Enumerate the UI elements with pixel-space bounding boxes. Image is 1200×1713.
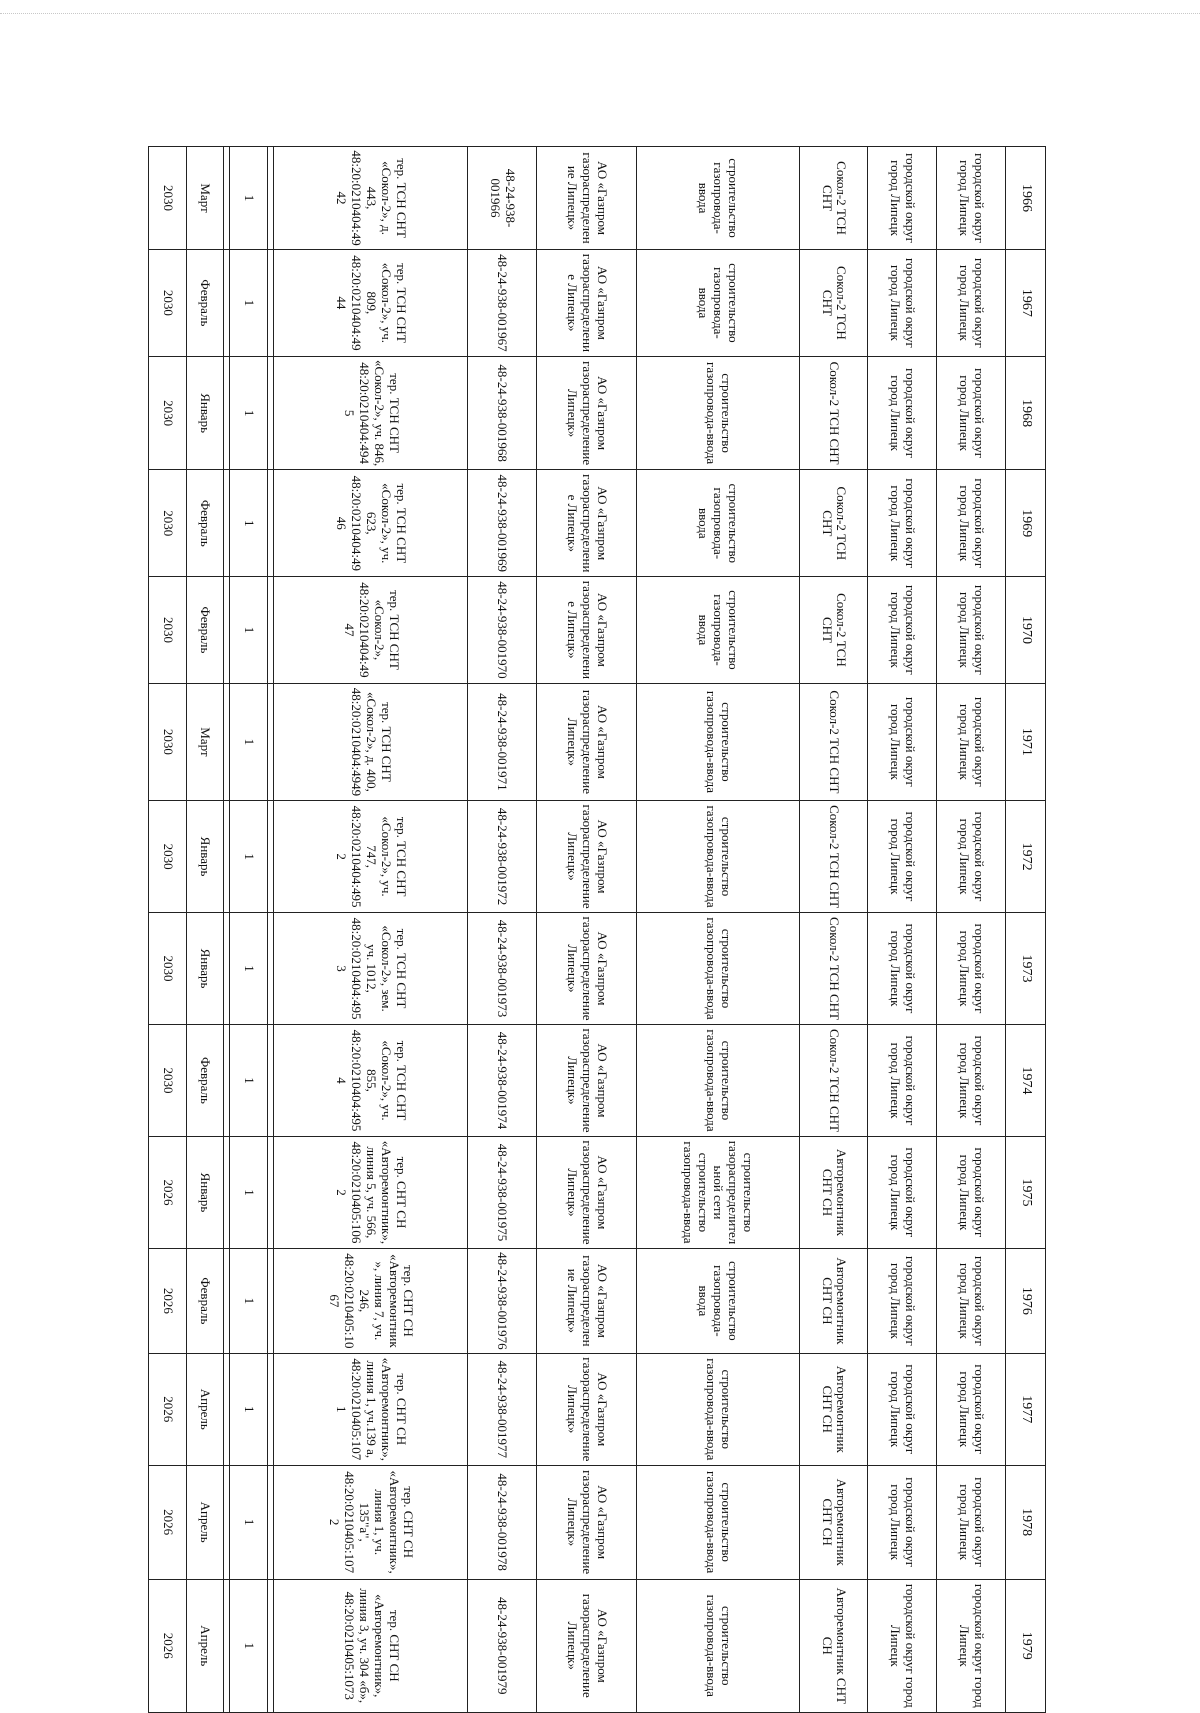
- empty-cell: [267, 577, 273, 684]
- work-type-cell: строительство газопровода-ввода: [637, 1579, 800, 1712]
- empty-cell: [267, 683, 273, 800]
- month-cell: Апрель: [186, 1353, 224, 1465]
- district-cell: городской округ город Липецк: [937, 356, 1006, 470]
- year-cell: 2030: [149, 913, 187, 1025]
- row-number: 1968: [1006, 356, 1046, 470]
- code-cell: 48-24-938-001974: [468, 1025, 537, 1137]
- organization-cell: АО «Газпром газораспределение Липецк»: [536, 801, 636, 913]
- snt-cell: Сокол-2 ТСН СНТ: [799, 147, 868, 250]
- count-cell: 1: [230, 250, 268, 357]
- district-cell: городской округ город Липецк: [937, 913, 1006, 1025]
- settlement-cell: городской округ город Липецк: [868, 1353, 937, 1465]
- year-cell: 2030: [149, 577, 187, 684]
- col-address: [274, 147, 468, 1713]
- address-cell: тер. ТСН СНТ «Сокол-2», д. 443, 48:20:0210404:4942: [274, 147, 468, 250]
- empty-cell: [267, 913, 273, 1025]
- code-cell: 48-24-938-001973: [468, 913, 537, 1025]
- organization-cell: АО «Газпром газораспределение Липецк»: [536, 1579, 636, 1712]
- district-cell: городской округ город Липецк: [937, 1248, 1006, 1353]
- work-type-cell: строительство газопровода-ввода: [637, 801, 800, 913]
- organization-cell: АО «Газпром газораспределение Липецк»: [536, 1025, 636, 1137]
- gasification-schedule-table: [148, 146, 1046, 1713]
- year-cell: 2026: [149, 1465, 187, 1579]
- work-type-cell: строительство газопровода-ввода: [637, 1353, 800, 1465]
- organization-cell: АО «Газпром газораспределение Липецк»: [536, 147, 636, 250]
- empty-cell: [267, 1579, 273, 1712]
- col-year: [149, 147, 187, 1713]
- count-cell: 1: [230, 1465, 268, 1579]
- address-cell: тер. ТСН СНТ «Сокол-2», 48:20:0210404:4947: [274, 577, 468, 684]
- organization-cell: АО «Газпром газораспределение Липецк»: [536, 1465, 636, 1579]
- settlement-cell: городской округ город Липецк: [868, 1579, 937, 1712]
- col-month: [186, 147, 224, 1713]
- work-type-cell: строительство газопровода-ввода: [637, 356, 800, 470]
- address-cell: тер. СНТ СН «Авторемонтник», линия 1, уч. 135"а", 48:20:0210405:1072: [274, 1465, 468, 1579]
- row-number: 1975: [1006, 1136, 1046, 1248]
- settlement-cell: городской округ город Липецк: [868, 913, 937, 1025]
- snt-cell: Авторемонтник СНТ СН: [799, 1579, 868, 1712]
- col-snt: [799, 147, 868, 1713]
- empty-cell: [224, 1025, 230, 1137]
- snt-cell: Сокол-2 ТСН СНТ: [799, 1025, 868, 1137]
- district-cell: городской округ город Липецк: [937, 1136, 1006, 1248]
- address-cell: тер. СНТ СН «Авторемонтник», линия 7, уч. 246, 48:20:0210405:1067: [274, 1248, 468, 1353]
- organization-cell: АО «Газпром газораспределение Липецк»: [536, 1353, 636, 1465]
- address-cell: тер. ТСН СНТ «Сокол-2», зем. уч. 1012, 48:20:0210404:4953: [274, 913, 468, 1025]
- address-cell: тер. СНТ СН «Авторемонтник», линия 5, уч. 566, 48:20:0210405:1062: [274, 1136, 468, 1248]
- address-cell: тер. СНТ СН «Авторемонтник», линия 1, уч.139 а, 48:20:0210405:1071: [274, 1353, 468, 1465]
- address-cell: тер. ТСН СНТ «Сокол-2», уч. 846, 48:20:0210404:4945: [274, 356, 468, 470]
- address-cell: тер. ТСН СНТ «Сокол-2», уч. 623, 48:20:0210404:4946: [274, 470, 468, 577]
- district-cell: городской округ город Липецк: [937, 250, 1006, 357]
- empty-cell: [267, 1353, 273, 1465]
- empty-cell: [224, 683, 230, 800]
- snt-cell: Сокол-2 ТСН СНТ: [799, 913, 868, 1025]
- settlement-cell: городской округ город Липецк: [868, 470, 937, 577]
- organization-cell: АО «Газпром газораспределение Липецк»: [536, 913, 636, 1025]
- address-cell: тер. ТСН СНТ «Сокол-2», уч. 747, 48:20:0210404:4952: [274, 801, 468, 913]
- empty-cell: [267, 1465, 273, 1579]
- empty-cell: [224, 1465, 230, 1579]
- organization-cell: АО «Газпром газораспределение Липецк»: [536, 250, 636, 357]
- year-cell: 2030: [149, 356, 187, 470]
- year-cell: 2030: [149, 801, 187, 913]
- settlement-cell: городской округ город Липецк: [868, 1025, 937, 1137]
- work-type-cell: строительство газораспределительной сети строительство газопровода-ввода: [637, 1136, 800, 1248]
- district-cell: городской округ город Липецк: [937, 1579, 1006, 1712]
- work-type-cell: строительство газопровода-ввода: [637, 1248, 800, 1353]
- work-type-cell: строительство газопровода-ввода: [637, 913, 800, 1025]
- code-cell: 48-24-938-001971: [468, 683, 537, 800]
- work-type-cell: строительство газопровода-ввода: [637, 577, 800, 684]
- row-number: 1978: [1006, 1465, 1046, 1579]
- empty-cell: [224, 801, 230, 913]
- row-number: 1967: [1006, 250, 1046, 357]
- empty-cell: [224, 1579, 230, 1712]
- year-cell: 2026: [149, 1579, 187, 1712]
- settlement-cell: городской округ город Липецк: [868, 147, 937, 250]
- snt-cell: Сокол-2 ТСН СНТ: [799, 250, 868, 357]
- organization-cell: АО «Газпром газораспределение Липецк»: [536, 1136, 636, 1248]
- col-no: [1006, 147, 1046, 1713]
- empty-cell: [267, 1136, 273, 1248]
- row-number: 1966: [1006, 147, 1046, 250]
- count-cell: 1: [230, 1136, 268, 1248]
- scan-top-rule: [0, 13, 1200, 14]
- col-count: [230, 147, 268, 1713]
- snt-cell: Сокол-2 ТСН СНТ: [799, 577, 868, 684]
- count-cell: 1: [230, 356, 268, 470]
- empty-cell: [267, 1248, 273, 1353]
- count-cell: 1: [230, 913, 268, 1025]
- district-cell: городской округ город Липецк: [937, 1465, 1006, 1579]
- work-type-cell: строительство газопровода-ввода: [637, 1025, 800, 1137]
- settlement-cell: городской округ город Липецк: [868, 577, 937, 684]
- district-cell: городской округ город Липецк: [937, 683, 1006, 800]
- col-org: [536, 147, 636, 1713]
- snt-cell: Авторемонтник СНТ СН: [799, 1465, 868, 1579]
- count-cell: 1: [230, 801, 268, 913]
- empty-cell: [224, 1248, 230, 1353]
- code-cell: 48-24-938-001969: [468, 470, 537, 577]
- rotated-table-frame: [148, 146, 1046, 1713]
- organization-cell: АО «Газпром газораспределение Липецк»: [536, 683, 636, 800]
- col-code: [468, 147, 537, 1713]
- district-cell: городской округ город Липецк: [937, 1353, 1006, 1465]
- address-cell: тер. ТСН СНТ «Сокол-2», д. 400, 48:20:0210404:4949: [274, 683, 468, 800]
- row-number: 1973: [1006, 913, 1046, 1025]
- code-cell: 48-24-938-001968: [468, 356, 537, 470]
- settlement-cell: городской округ город Липецк: [868, 1465, 937, 1579]
- month-cell: Февраль: [186, 577, 224, 684]
- col-district: [937, 147, 1006, 1713]
- month-cell: Март: [186, 147, 224, 250]
- organization-cell: АО «Газпром газораспределение Липецк»: [536, 356, 636, 470]
- code-cell: 48-24-938-001970: [468, 577, 537, 684]
- row-number: 1979: [1006, 1579, 1046, 1712]
- col-settlement: [868, 147, 937, 1713]
- month-cell: Январь: [186, 1136, 224, 1248]
- empty-cell: [267, 801, 273, 913]
- address-cell: тер. ТСН СНТ «Сокол-2», уч. 855, 48:20:0210404:4954: [274, 1025, 468, 1137]
- month-cell: Февраль: [186, 250, 224, 357]
- snt-cell: Сокол-2 ТСН СНТ: [799, 683, 868, 800]
- col-empty-2: [224, 147, 230, 1713]
- work-type-cell: строительство газопровода-ввода: [637, 470, 800, 577]
- row-number: 1970: [1006, 577, 1046, 684]
- empty-cell: [267, 470, 273, 577]
- month-cell: Февраль: [186, 470, 224, 577]
- year-cell: 2030: [149, 147, 187, 250]
- work-type-cell: строительство газопровода-ввода: [637, 1465, 800, 1579]
- empty-cell: [224, 577, 230, 684]
- snt-cell: Авторемонтник СНТ СН: [799, 1353, 868, 1465]
- snt-cell: Сокол-2 ТСН СНТ: [799, 801, 868, 913]
- code-cell: 48-24-938-001977: [468, 1353, 537, 1465]
- empty-cell: [224, 1353, 230, 1465]
- snt-cell: Авторемонтник СНТ СН: [799, 1136, 868, 1248]
- year-cell: 2030: [149, 470, 187, 577]
- empty-cell: [224, 1136, 230, 1248]
- settlement-cell: городской округ город Липецк: [868, 250, 937, 357]
- count-cell: 1: [230, 147, 268, 250]
- table-body: [149, 147, 1046, 1713]
- year-cell: 2026: [149, 1248, 187, 1353]
- row-number: 1969: [1006, 470, 1046, 577]
- code-cell: 48-24-938-001966: [468, 147, 537, 250]
- address-cell: тер. СНТ СН «Авторемонтник», линия 3, уч. 304 «б», 48:20:0210405:1073: [274, 1579, 468, 1712]
- month-cell: Январь: [186, 913, 224, 1025]
- snt-cell: Сокол-2 ТСН СНТ: [799, 356, 868, 470]
- work-type-cell: строительство газопровода-ввода: [637, 683, 800, 800]
- col-work: [637, 147, 800, 1713]
- work-type-cell: строительство газопровода-ввода: [637, 250, 800, 357]
- month-cell: Март: [186, 683, 224, 800]
- organization-cell: АО «Газпром газораспределение Липецк»: [536, 577, 636, 684]
- code-cell: 48-24-938-001967: [468, 250, 537, 357]
- district-cell: городской округ город Липецк: [937, 147, 1006, 250]
- code-cell: 48-24-938-001979: [468, 1579, 537, 1712]
- settlement-cell: городской округ город Липецк: [868, 356, 937, 470]
- count-cell: 1: [230, 1353, 268, 1465]
- district-cell: городской округ город Липецк: [937, 801, 1006, 913]
- empty-cell: [224, 356, 230, 470]
- year-cell: 2030: [149, 1025, 187, 1137]
- year-cell: 2026: [149, 1353, 187, 1465]
- snt-cell: Авторемонтник СНТ СН: [799, 1248, 868, 1353]
- empty-cell: [224, 250, 230, 357]
- count-cell: 1: [230, 577, 268, 684]
- work-type-cell: строительство газопровода-ввода: [637, 147, 800, 250]
- row-number: 1976: [1006, 1248, 1046, 1353]
- settlement-cell: городской округ город Липецк: [868, 801, 937, 913]
- district-cell: городской округ город Липецк: [937, 1025, 1006, 1137]
- count-cell: 1: [230, 1579, 268, 1712]
- month-cell: Апрель: [186, 1465, 224, 1579]
- row-number: 1974: [1006, 1025, 1046, 1137]
- month-cell: Апрель: [186, 1579, 224, 1712]
- settlement-cell: городской округ город Липецк: [868, 1248, 937, 1353]
- row-number: 1971: [1006, 683, 1046, 800]
- organization-cell: АО «Газпром газораспределение Липецк»: [536, 470, 636, 577]
- district-cell: городской округ город Липецк: [937, 470, 1006, 577]
- month-cell: Январь: [186, 801, 224, 913]
- row-number: 1977: [1006, 1353, 1046, 1465]
- empty-cell: [267, 1025, 273, 1137]
- empty-cell: [267, 356, 273, 470]
- settlement-cell: городской округ город Липецк: [868, 683, 937, 800]
- year-cell: 2026: [149, 1136, 187, 1248]
- organization-cell: АО «Газпром газораспределение Липецк»: [536, 1248, 636, 1353]
- count-cell: 1: [230, 470, 268, 577]
- empty-cell: [224, 147, 230, 250]
- month-cell: Февраль: [186, 1025, 224, 1137]
- count-cell: 1: [230, 1025, 268, 1137]
- empty-cell: [267, 250, 273, 357]
- col-empty-1: [267, 147, 273, 1713]
- district-cell: городской округ город Липецк: [937, 577, 1006, 684]
- month-cell: Январь: [186, 356, 224, 470]
- code-cell: 48-24-938-001978: [468, 1465, 537, 1579]
- empty-cell: [224, 470, 230, 577]
- count-cell: 1: [230, 683, 268, 800]
- snt-cell: Сокол-2 ТСН СНТ: [799, 470, 868, 577]
- year-cell: 2030: [149, 250, 187, 357]
- empty-cell: [224, 913, 230, 1025]
- month-cell: Февраль: [186, 1248, 224, 1353]
- row-number: 1972: [1006, 801, 1046, 913]
- year-cell: 2030: [149, 683, 187, 800]
- count-cell: 1: [230, 1248, 268, 1353]
- empty-cell: [267, 147, 273, 250]
- code-cell: 48-24-938-001972: [468, 801, 537, 913]
- code-cell: 48-24-938-001975: [468, 1136, 537, 1248]
- address-cell: тер. ТСН СНТ «Сокол-2», уч. 809, 48:20:0210404:4944: [274, 250, 468, 357]
- settlement-cell: городской округ город Липецк: [868, 1136, 937, 1248]
- code-cell: 48-24-938-001976: [468, 1248, 537, 1353]
